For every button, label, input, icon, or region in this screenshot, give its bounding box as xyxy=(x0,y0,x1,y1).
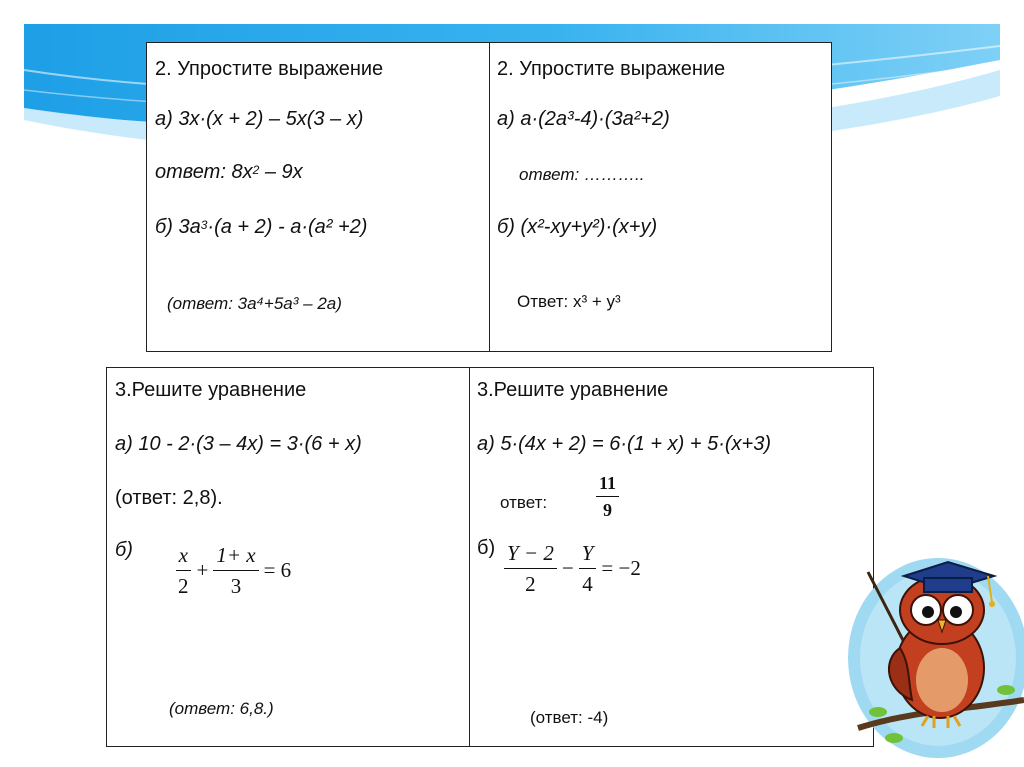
task-b-text: б) 3а xyxy=(155,216,201,238)
task-b: б) (х²-ху+у²)·(х+у) xyxy=(497,216,658,238)
task-heading: 3.Решите уравнение xyxy=(477,379,669,401)
answer-a: (ответ: 2,8). xyxy=(115,487,223,509)
task-a: а) 3х·(х + 2) – 5х(3 – х) xyxy=(155,108,364,130)
task-a: а) 10 - 2·(3 – 4х) = 3·(6 + х) xyxy=(115,433,362,455)
denominator: 2 xyxy=(525,572,536,596)
fraction xyxy=(579,542,597,595)
equation-b xyxy=(173,544,294,597)
simplify-right-cell xyxy=(489,43,831,351)
task-heading: 2. Упростите выражение xyxy=(155,58,384,80)
answer-b: (ответ: 3а⁴+5а³ – 2а) xyxy=(167,294,342,313)
owl-icon xyxy=(838,540,1024,767)
answer-a xyxy=(155,160,303,184)
task-heading: 3.Решите уравнение xyxy=(115,379,307,401)
numerator: x xyxy=(176,544,191,571)
numerator: Y − 2 xyxy=(504,542,557,569)
denominator: 2 xyxy=(178,574,189,598)
task-b-label: б) xyxy=(115,539,133,561)
task-a: а) а·(2а³-4)·(3а²+2) xyxy=(497,108,670,130)
answer-a-exponent: 2 xyxy=(252,163,260,177)
numerator: 11 xyxy=(596,474,619,497)
denominator: 3 xyxy=(230,574,242,598)
answer-a-tail: – 9х xyxy=(259,161,303,183)
fraction xyxy=(504,542,557,595)
task-b-exponent: 3 xyxy=(200,218,208,232)
answer-b: (ответ: 6,8.) xyxy=(169,699,274,718)
numerator: 1+ x xyxy=(213,544,258,571)
answer-b: (ответ: -4) xyxy=(530,708,609,727)
answer-a-text: ответ: 8х xyxy=(155,161,253,183)
numerator: Y xyxy=(579,542,597,569)
fraction xyxy=(213,544,258,597)
task-b-tail: ·(а + 2) - а·(а² +2) xyxy=(207,216,368,238)
equation-b xyxy=(502,542,644,595)
answer-a: ответ: ……….. xyxy=(519,165,645,184)
task-b-label: б) xyxy=(477,537,496,559)
answer-a-fraction xyxy=(594,474,621,519)
denominator: 9 xyxy=(603,500,612,520)
simplify-table xyxy=(146,42,832,352)
answer-a-label: ответ: xyxy=(500,493,548,512)
task-heading: 2. Упростите выражение xyxy=(497,58,726,80)
task-a: а) 5·(4х + 2) = 6·(1 + х) + 5·(х+3) xyxy=(477,433,771,455)
equation-table xyxy=(106,367,874,747)
equation-right-cell xyxy=(469,368,873,746)
simplify-left-cell xyxy=(147,43,489,351)
fraction xyxy=(596,474,619,519)
denominator: 4 xyxy=(582,572,593,596)
fraction xyxy=(175,544,192,597)
task-b xyxy=(155,215,367,239)
minus-sign: − xyxy=(561,556,574,580)
right-hand-side: = 6 xyxy=(263,558,292,582)
right-hand-side: = −2 xyxy=(601,556,641,580)
answer-b: Ответ: х³ + у³ xyxy=(517,292,621,311)
plus-sign: + xyxy=(196,558,209,582)
equation-left-cell xyxy=(107,368,469,746)
